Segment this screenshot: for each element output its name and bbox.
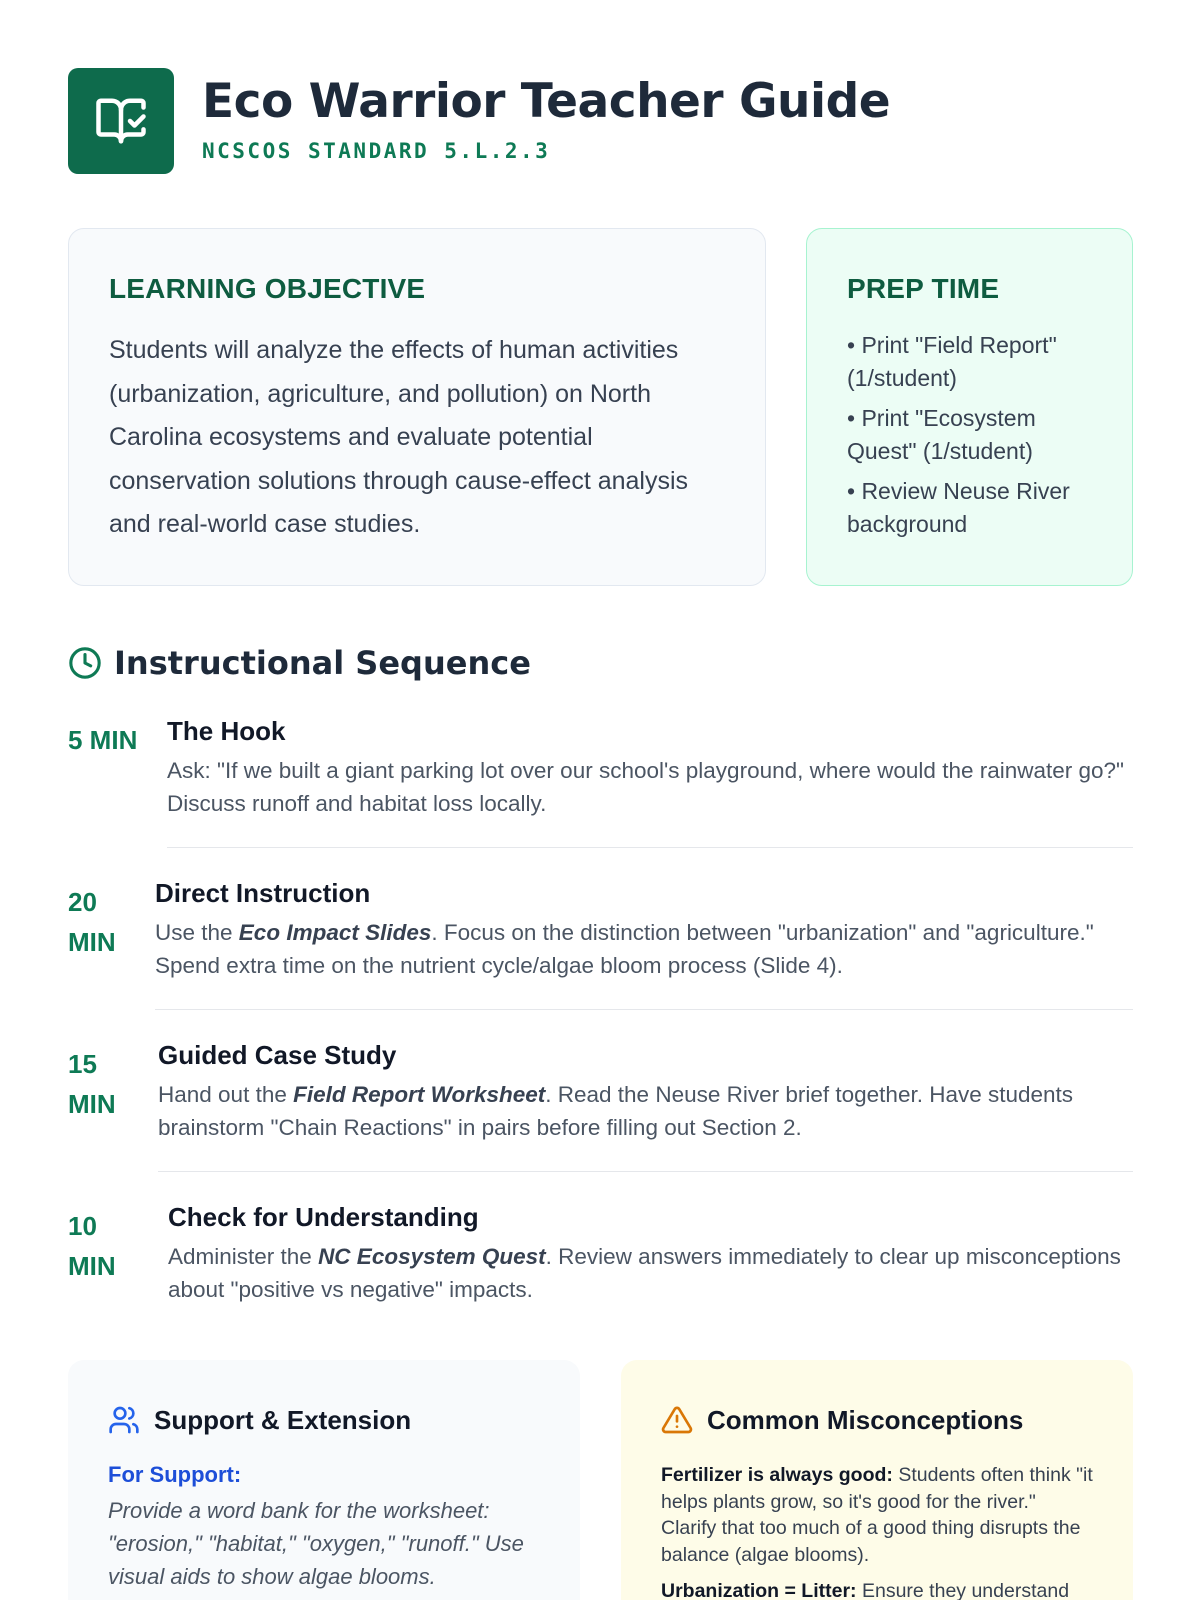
clock-icon [68, 646, 102, 680]
support-subheading: For Support: [108, 1462, 242, 1487]
resource-name: Eco Impact Slides [238, 920, 432, 945]
step-duration: 20 MIN [68, 887, 116, 957]
misconceptions-heading [661, 1404, 1093, 1436]
support-text: Provide a word bank for the worksheet: "erosion," "habitat," "oxygen," "runoff." Use visual aids to show algae blooms. [108, 1498, 524, 1589]
step-divider [167, 847, 1133, 848]
step-body [167, 714, 1133, 820]
step-description: Administer the NC Ecosystem Quest. Review answers immediately to clear up misconceptions about "positive vs negative" impacts. [168, 1244, 1121, 1302]
guide-logo [68, 68, 174, 174]
step-title: The Hook [167, 716, 286, 746]
learning-objective-card [68, 228, 766, 586]
step-description: Use the Eco Impact Slides. Focus on the distinction between "urbanization" and "agriculture." Spend extra time on the nutrient cycle/algae bloom process (Slide 4). [155, 920, 1094, 978]
step-duration: 15 MIN [68, 1049, 116, 1119]
prep-item: • Print "Field Report" (1/student) [847, 332, 1057, 391]
misconception-item: Fertilizer is always good: Students often think "it helps plants grow, so it's good for the river." Clarify that too much of a good thing disrupts the balance (algae blooms). [661, 1464, 1093, 1566]
misconception-item: Urbanization = Litter: Ensure they understand [661, 1580, 1070, 1600]
resource-name: Field Report Worksheet [293, 1082, 546, 1107]
support-title: Support & Extension [154, 1404, 412, 1435]
page-title: Eco Warrior Teacher Guide [202, 74, 891, 129]
step-divider [155, 1009, 1133, 1010]
sequence-step [68, 1200, 1133, 1310]
prep-item: • Print "Ecosystem Quest" (1/student) [847, 405, 1036, 464]
sequence-step [68, 714, 1133, 848]
users-icon [108, 1404, 140, 1436]
page-header [68, 68, 890, 174]
standard-code: NCSCOS STANDARD 5.L.2.3 [202, 139, 551, 163]
step-title: Guided Case Study [158, 1040, 397, 1070]
prep-list [847, 329, 1092, 541]
prep-heading: PREP TIME [847, 273, 1000, 304]
prep-time-card [806, 228, 1133, 586]
objective-heading: LEARNING OBJECTIVE [109, 273, 426, 304]
header-text [202, 68, 890, 163]
step-duration: 5 MIN [68, 725, 138, 755]
step-description: Ask: "If we built a giant parking lot over our school's playground, where would the rainwater go?" Discuss runoff and habitat loss locally. [167, 758, 1125, 816]
misconceptions-card [621, 1360, 1133, 1600]
prep-item: • Review Neuse River background [847, 478, 1070, 537]
sequence-step [68, 1038, 1133, 1172]
step-divider [158, 1171, 1133, 1172]
support-heading [108, 1404, 540, 1436]
step-title: Direct Instruction [155, 878, 371, 908]
support-extension-card [68, 1360, 580, 1600]
sequence-title: Instructional Sequence [114, 644, 531, 682]
warning-triangle-icon [661, 1404, 693, 1436]
sequence-step [68, 876, 1133, 1010]
objective-text: Students will analyze the effects of human activities (urbanization, agriculture, and pollution) on North Carolina ecosystems and evaluate potential conservation solutions through cause-effect analysis and real-world case studies. [109, 336, 689, 538]
step-body [168, 1200, 1133, 1306]
step-body [158, 1038, 1133, 1144]
open-book-check-icon [94, 94, 148, 148]
step-body [155, 876, 1133, 982]
sequence-heading [68, 644, 531, 682]
step-description: Hand out the Field Report Worksheet. Read the Neuse River brief together. Have students brainstorm "Chain Reactions" in pairs before filling out Section 2. [158, 1082, 1074, 1140]
misconceptions-title: Common Misconceptions [707, 1404, 1024, 1435]
step-duration: 10 MIN [68, 1211, 116, 1281]
resource-name: NC Ecosystem Quest [318, 1244, 546, 1269]
step-title: Check for Understanding [168, 1202, 479, 1232]
